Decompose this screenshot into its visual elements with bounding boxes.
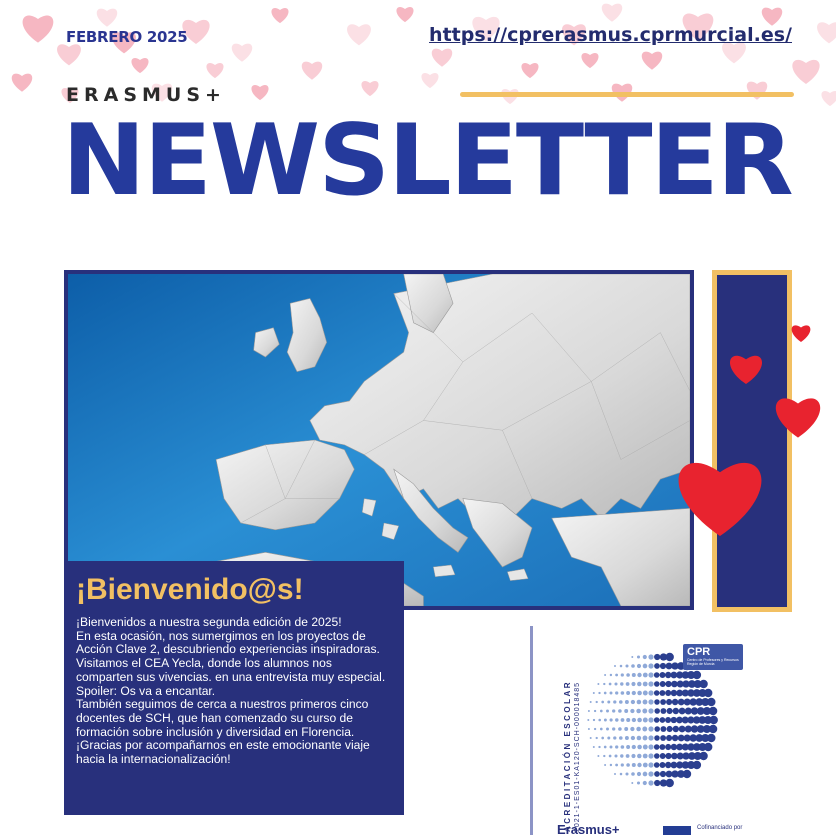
- globe-dot: [621, 673, 624, 676]
- globe-dot: [610, 746, 613, 749]
- globe-dot: [693, 671, 701, 679]
- globe-dot: [632, 673, 636, 677]
- globe-dot: [693, 761, 701, 769]
- globe-dot: [648, 771, 653, 776]
- globe-dot: [604, 692, 607, 695]
- globe-dot: [648, 672, 653, 677]
- globe-dot: [648, 753, 653, 758]
- globe-dot: [631, 656, 633, 658]
- eu-cofunded-text: Cofinanciado por: [697, 825, 743, 831]
- globe-dot: [637, 655, 640, 658]
- globe-dot: [615, 764, 618, 767]
- globe-dot: [643, 655, 647, 659]
- globe-dot: [648, 726, 653, 731]
- globe-dot: [660, 708, 666, 714]
- globe-dot: [607, 737, 610, 740]
- globe-dot: [631, 782, 633, 784]
- globe-dot: [637, 754, 641, 758]
- globe-dot: [637, 700, 642, 705]
- europe-map-image: [64, 270, 694, 610]
- globe-dot: [625, 736, 629, 740]
- globe-dot: [598, 692, 600, 694]
- globe-dot: [588, 710, 590, 712]
- globe-dot: [613, 700, 616, 703]
- globe-dot: [643, 673, 648, 678]
- welcome-paragraph: También seguimos de cerca a nuestros primeros cinco docentes de SCH, que han comenzado su curso de formación sobre inclusión y diversidad en Florencia.: [76, 697, 369, 739]
- globe-dot: [667, 708, 673, 714]
- globe-dot: [620, 773, 623, 776]
- heart-icon: [396, 7, 413, 22]
- heart-icon: [602, 4, 622, 22]
- heart-icon: [792, 60, 819, 84]
- globe-dot: [625, 772, 628, 775]
- globe-dot: [600, 728, 603, 731]
- welcome-paragraph: ¡Gracias por acompañarnos en este emocionante viaje hacia la internacionalización!: [76, 738, 370, 767]
- issue-date: FEBRERO 2025: [66, 28, 188, 46]
- cpr-logo: [683, 644, 743, 670]
- globe-dot: [620, 665, 623, 668]
- accreditation-certificate: [530, 626, 776, 835]
- globe-dot: [637, 772, 641, 776]
- globe-dot: [699, 680, 707, 688]
- globe-dot: [624, 727, 628, 731]
- globe-dot: [648, 654, 653, 659]
- globe-dot: [678, 699, 685, 706]
- globe-dot: [643, 781, 647, 785]
- heart-icon: [232, 44, 252, 62]
- globe-dot: [665, 672, 671, 678]
- globe-dot: [660, 753, 666, 759]
- globe-dot: [665, 690, 671, 696]
- globe-dot: [673, 708, 679, 714]
- heart-icon: [347, 24, 371, 45]
- globe-dot: [618, 709, 622, 713]
- globe-dot: [648, 780, 653, 785]
- globe-dot: [643, 754, 648, 759]
- heart-icon: [642, 52, 662, 70]
- globe-dot: [648, 717, 653, 722]
- globe-dot: [590, 701, 592, 703]
- globe-dot: [632, 718, 636, 722]
- newsletter-title: NEWSLETTER: [62, 104, 792, 218]
- globe-dot: [621, 691, 625, 695]
- globe-dot: [648, 681, 653, 686]
- globe-dot: [659, 690, 665, 696]
- globe-dot: [626, 691, 630, 695]
- globe-dot: [648, 762, 653, 767]
- globe-dot: [672, 699, 678, 705]
- globe-dot: [683, 770, 691, 778]
- heart-icon: [421, 73, 438, 88]
- heart-icon: [772, 390, 824, 438]
- globe-dot: [648, 663, 653, 668]
- welcome-paragraph: En esta ocasión, nos sumergimos en los proyectos de Acción Clave 2, descubriendo experiencias inspiradoras. Visitamos el CEA Yecla, donde los alumnos nos comparten sus vivencias. en una entrevista muy especial.: [76, 628, 386, 684]
- heart-icon: [131, 58, 148, 73]
- globe-dot: [660, 762, 666, 768]
- heart-icon: [302, 62, 322, 80]
- globe-dot: [659, 744, 665, 750]
- globe-dot: [604, 719, 607, 722]
- globe-dot: [601, 737, 604, 740]
- globe-dot: [612, 709, 615, 712]
- globe-dot: [621, 718, 625, 722]
- globe-dot: [665, 744, 671, 750]
- globe-dot: [654, 672, 660, 678]
- globe-dot: [679, 726, 686, 733]
- globe-dot: [643, 772, 648, 777]
- globe-dot: [626, 745, 630, 749]
- website-link[interactable]: https://cprerasmus.cprmurcial.es/: [429, 24, 792, 46]
- globe-dot: [626, 763, 630, 767]
- globe-dot: [637, 673, 641, 677]
- globe-dot: [704, 743, 712, 751]
- globe-dot: [709, 707, 717, 715]
- cpr-logo-subtitle: Centro de Profesores y Recursos Región de Murcia: [687, 658, 739, 666]
- globe-dot: [671, 744, 677, 750]
- globe-dot: [614, 682, 617, 685]
- globe-dot: [613, 736, 616, 739]
- globe-dot: [643, 736, 648, 741]
- globe-dot: [620, 682, 623, 685]
- heart-icon: [821, 91, 836, 106]
- certificate-vertical-text: [563, 680, 581, 832]
- globe-dot: [654, 681, 660, 687]
- heart-icon: [817, 22, 836, 43]
- globe-dot: [596, 701, 598, 703]
- globe-dot: [603, 683, 605, 685]
- globe-dot: [606, 710, 609, 713]
- globe-dot: [594, 710, 596, 712]
- globe-dot: [598, 719, 601, 722]
- globe-dot: [625, 700, 629, 704]
- heart-icon: [23, 15, 54, 42]
- globe-dot: [643, 700, 648, 705]
- globe-dot: [598, 746, 600, 748]
- globe-dot: [637, 763, 641, 767]
- welcome-paragraph: Spoiler: Os va a encantar.: [76, 683, 216, 698]
- heart-icon: [271, 8, 288, 23]
- globe-dot: [610, 692, 613, 695]
- globe-dot: [654, 654, 660, 660]
- globe-dot: [631, 736, 635, 740]
- globe-dot: [631, 682, 635, 686]
- globe-dot: [665, 762, 671, 768]
- globe-dot: [643, 664, 648, 669]
- globe-dot: [603, 755, 605, 757]
- globe-dot: [590, 737, 592, 739]
- globe-dot: [597, 755, 599, 757]
- globe-dot: [609, 683, 612, 686]
- globe-dot: [619, 736, 623, 740]
- globe-dot: [660, 672, 666, 678]
- globe-dot: [707, 734, 715, 742]
- heart-icon: [12, 74, 32, 92]
- globe-dot: [636, 727, 641, 732]
- globe-dot: [660, 699, 666, 705]
- globe-dot: [588, 728, 590, 730]
- globe-dot: [710, 716, 718, 724]
- globe-dot: [654, 663, 660, 669]
- globe-dot: [596, 737, 598, 739]
- globe-dot: [625, 664, 628, 667]
- heart-icon: [361, 81, 378, 96]
- globe-dot: [666, 653, 674, 661]
- globe-dot: [654, 690, 660, 696]
- welcome-body: [76, 616, 392, 767]
- globe-dot: [642, 727, 647, 732]
- heart-icon: [251, 85, 268, 100]
- globe-dot: [643, 691, 648, 696]
- cpr-logo-text: CPR: [687, 646, 711, 658]
- globe-dot: [654, 735, 660, 741]
- globe-dot: [609, 755, 612, 758]
- globe-dot: [600, 710, 603, 713]
- globe-dot: [643, 745, 648, 750]
- heart-icon: [581, 53, 598, 68]
- globe-dot: [660, 717, 666, 723]
- globe-dot: [678, 735, 685, 742]
- globe-dot: [614, 773, 616, 775]
- heart-icon: [670, 448, 770, 536]
- welcome-paragraph: ¡Bienvenidos a nuestra segunda edición de 2025!: [76, 615, 342, 629]
- globe-dot: [648, 744, 653, 749]
- globe-dot: [626, 754, 630, 758]
- globe-dot: [666, 699, 672, 705]
- globe-dot: [672, 735, 678, 741]
- brand-label: ERASMUS+: [66, 84, 226, 106]
- globe-dot: [654, 726, 660, 732]
- globe-dot: [654, 699, 660, 705]
- globe-dot: [637, 736, 642, 741]
- globe-dot: [593, 692, 595, 694]
- globe-dot: [621, 745, 625, 749]
- globe-dot: [679, 708, 686, 715]
- globe-dot: [637, 718, 642, 723]
- globe-dot: [631, 664, 635, 668]
- globe-dot: [601, 701, 604, 704]
- globe-dot: [642, 709, 647, 714]
- globe-dot: [614, 754, 617, 757]
- globe-dot: [618, 727, 622, 731]
- globe-dot: [648, 690, 653, 695]
- globe-dot: [612, 727, 615, 730]
- globe-dot: [673, 726, 679, 732]
- globe-dot: [619, 700, 623, 704]
- heart-icon: [432, 49, 452, 67]
- globe-dot: [593, 719, 595, 721]
- globe-dot: [594, 728, 596, 730]
- globe-dot: [615, 718, 618, 721]
- globe-dot: [654, 744, 660, 750]
- globe-dot: [626, 682, 630, 686]
- globe-dot: [624, 709, 628, 713]
- globe-dot: [626, 673, 630, 677]
- globe-dot: [587, 719, 589, 721]
- globe-dot: [610, 764, 612, 766]
- globe-dot: [631, 772, 635, 776]
- globe-dot: [660, 663, 666, 669]
- globe-dot: [632, 745, 636, 749]
- globe-dot: [593, 746, 595, 748]
- globe-dot: [654, 780, 660, 786]
- heart-icon: [97, 9, 117, 27]
- erasmus-logo-text: Erasmus+: [557, 822, 620, 835]
- globe-dot: [620, 754, 623, 757]
- globe-dot: [648, 699, 653, 704]
- globe-dot: [631, 754, 635, 758]
- globe-dot: [632, 691, 636, 695]
- eu-flag-icon: [663, 826, 691, 835]
- globe-dot: [621, 763, 624, 766]
- globe-dot: [610, 718, 613, 721]
- globe-dot: [631, 700, 635, 704]
- globe-dot: [643, 763, 648, 768]
- globe-dot: [630, 727, 634, 731]
- globe-dot: [606, 728, 609, 731]
- globe-dot: [709, 725, 717, 733]
- globe-dot: [604, 764, 606, 766]
- globe-dot: [671, 717, 677, 723]
- certificate-title: ACREDITACIÓN ESCOLAR: [563, 679, 572, 832]
- globe-dot: [643, 682, 648, 687]
- globe-dot: [660, 681, 666, 687]
- globe-dot: [671, 690, 677, 696]
- globe-dot: [615, 674, 618, 677]
- certificate-code: 2021-1-ES01-KA120-SCH-000018485: [574, 681, 581, 832]
- globe-dot: [660, 771, 666, 777]
- globe-dot: [665, 681, 671, 687]
- globe-dot: [637, 691, 642, 696]
- globe-dot: [637, 682, 641, 686]
- globe-dot: [637, 745, 642, 750]
- heart-icon: [206, 63, 223, 78]
- heart-icon: [57, 44, 81, 65]
- globe-dot: [660, 726, 666, 732]
- globe-dot: [632, 763, 636, 767]
- globe-dot: [654, 771, 660, 777]
- globe-dot: [636, 709, 641, 714]
- globe-dot: [610, 674, 612, 676]
- globe-dot: [648, 735, 653, 740]
- globe-dot: [699, 752, 707, 760]
- heart-icon: [727, 350, 765, 384]
- globe-dot: [665, 753, 671, 759]
- heart-icon: [521, 63, 538, 78]
- globe-dot: [615, 745, 618, 748]
- globe-dot: [643, 718, 648, 723]
- heart-icon: [790, 322, 812, 342]
- globe-dot: [604, 674, 606, 676]
- globe-dot: [667, 726, 673, 732]
- globe-dot: [666, 735, 672, 741]
- globe-dot: [654, 717, 660, 723]
- globe-dot: [648, 708, 653, 713]
- globe-dot: [614, 665, 616, 667]
- globe-dot: [704, 689, 712, 697]
- welcome-section: [64, 561, 404, 815]
- europe-map-icon: [68, 274, 690, 606]
- brand-divider: [460, 92, 794, 97]
- globe-dot: [630, 709, 634, 713]
- globe-dot: [660, 735, 666, 741]
- globe-dot: [637, 664, 641, 668]
- globe-dot: [654, 762, 660, 768]
- globe-dot: [665, 717, 671, 723]
- globe-dot: [707, 698, 715, 706]
- welcome-title: ¡Bienvenido@s!: [76, 573, 304, 606]
- globe-dot: [615, 691, 618, 694]
- globe-dot: [637, 781, 640, 784]
- heart-icon: [747, 82, 767, 100]
- globe-dot: [626, 718, 630, 722]
- globe-dot: [654, 708, 660, 714]
- globe-dot: [654, 753, 660, 759]
- globe-dot: [666, 779, 674, 787]
- globe-dot: [607, 701, 610, 704]
- side-accent-panel: [712, 270, 792, 612]
- globe-dot: [604, 746, 607, 749]
- globe-dot: [597, 683, 599, 685]
